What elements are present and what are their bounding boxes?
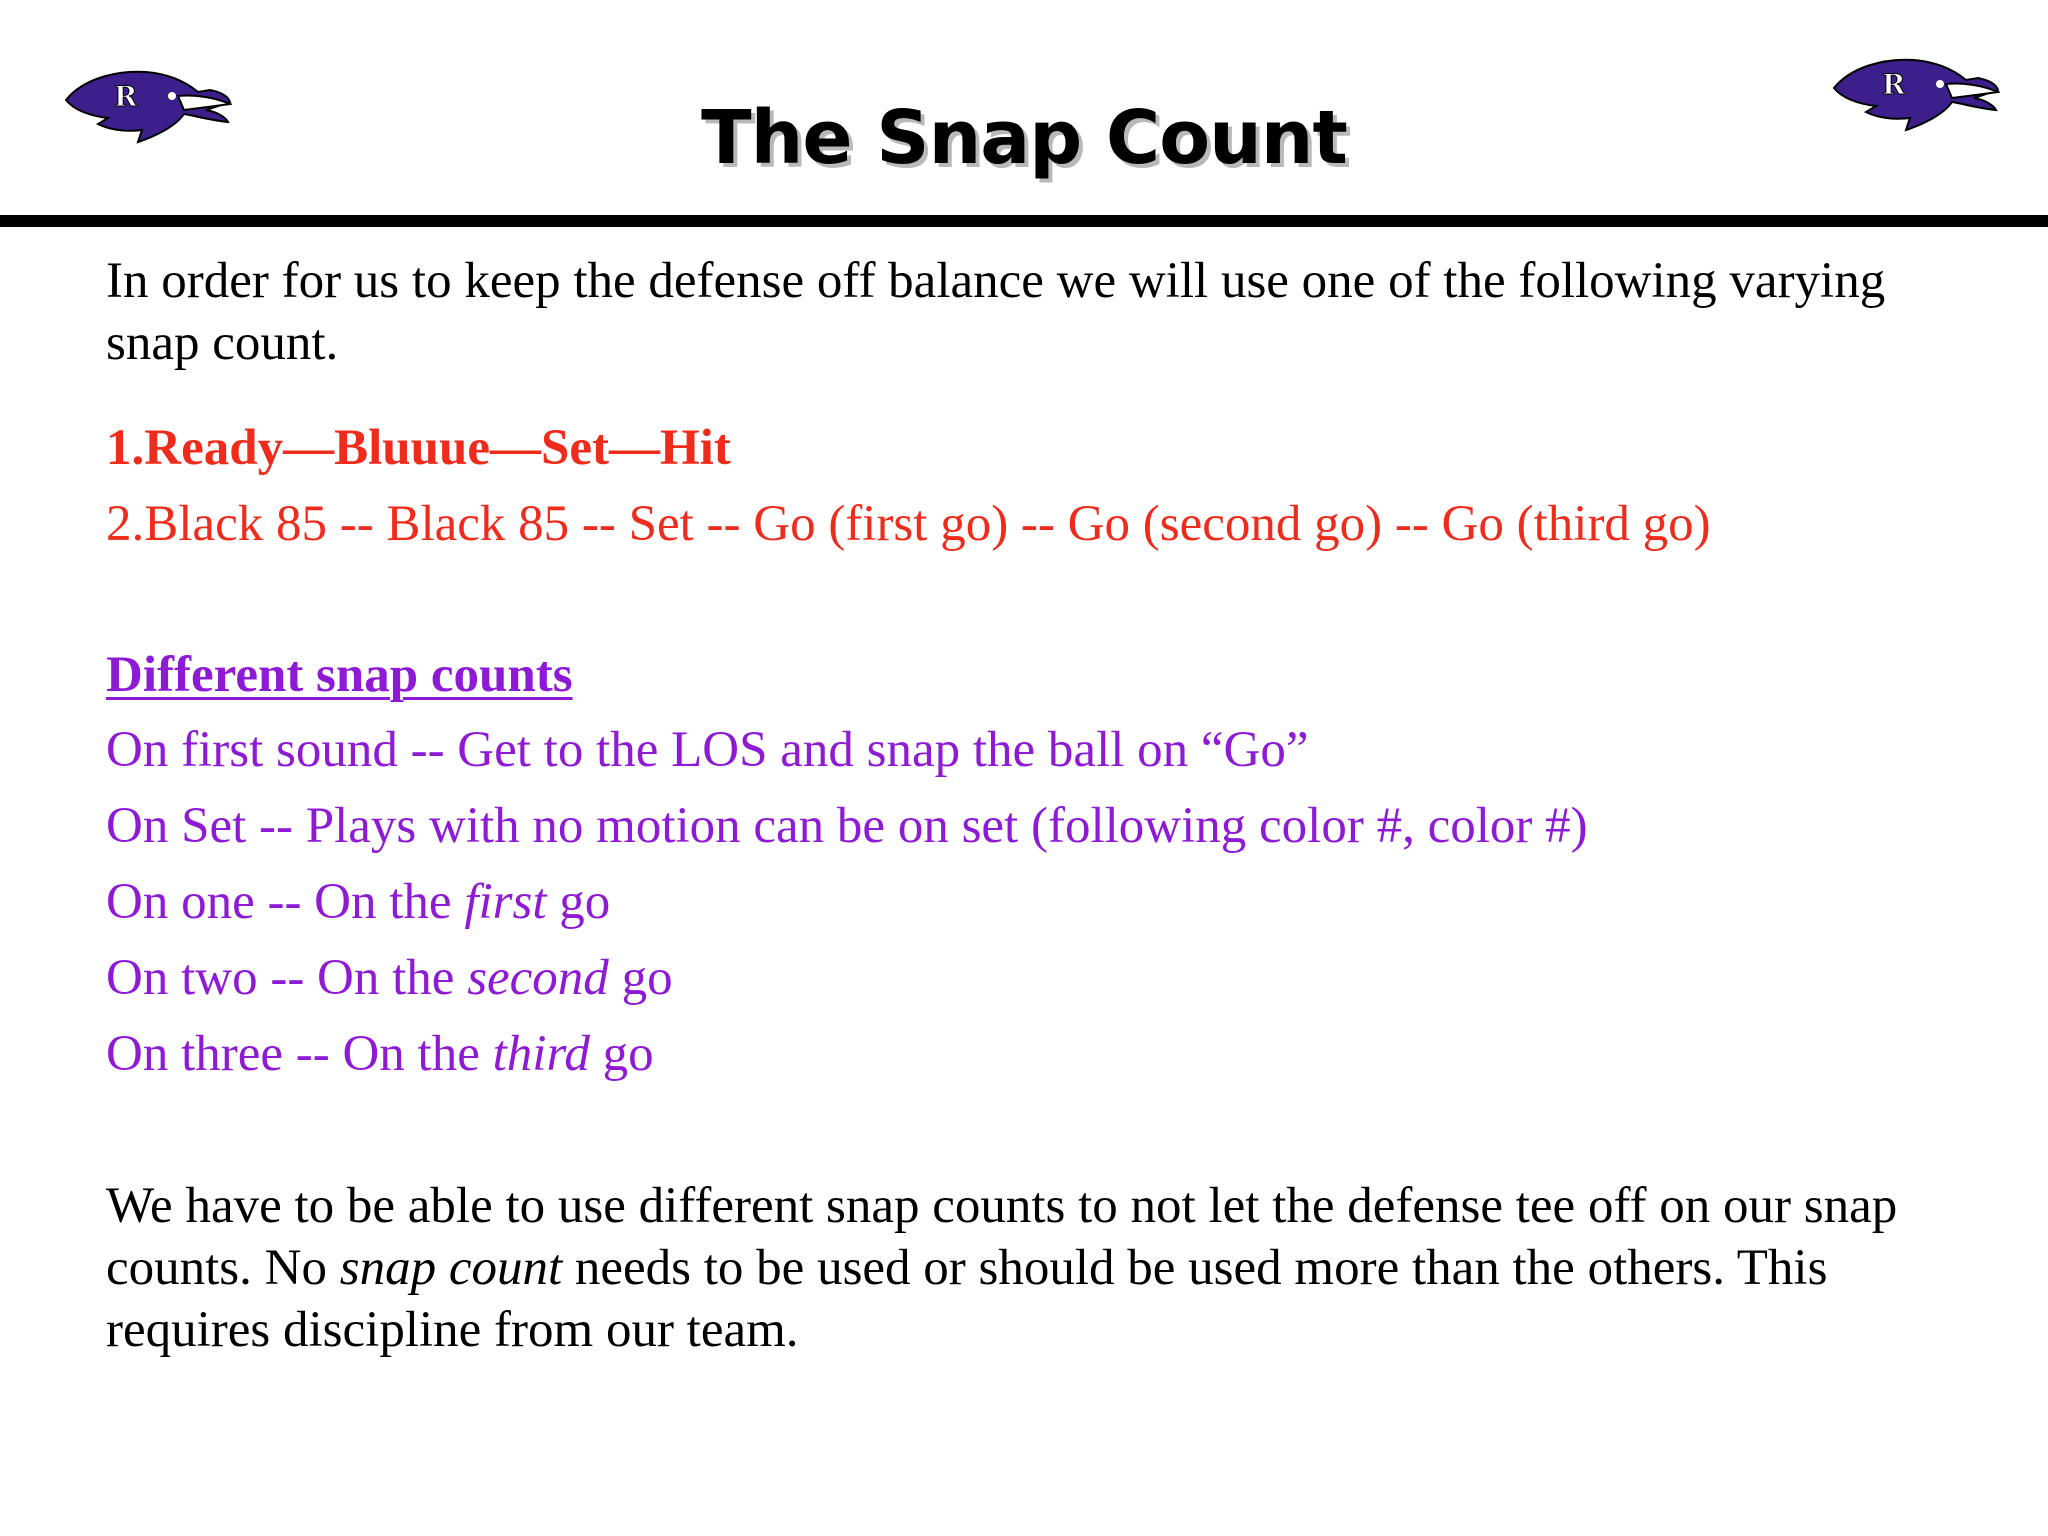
logo-letter: R	[1882, 68, 1906, 101]
variant-text: On two -- On the	[106, 950, 468, 1006]
different-snap-counts-heading: Different snap counts	[106, 647, 573, 703]
variant-emphasis: second	[467, 950, 609, 1006]
closing-paragraph	[106, 1175, 1986, 1361]
variant-first-sound: On first sound -- Get to the LOS and snap the ball on “Go”	[106, 722, 1309, 778]
variant-text: go	[608, 950, 673, 1006]
slide-title: The Snap Count	[701, 95, 1347, 181]
logo-letter: R	[114, 80, 138, 113]
variant-on-two	[106, 946, 1986, 1010]
snap-count-1: 1.Ready—Bluuue—Set—Hit	[106, 420, 731, 476]
variant-on-set: On Set -- Plays with no motion can be on set (following color #, color #)	[106, 798, 1588, 854]
variant-text: On one -- On the	[106, 874, 465, 930]
variant-text: On three -- On the	[106, 1026, 493, 1082]
variant-text: go	[589, 1026, 654, 1082]
intro-paragraph: In order for us to keep the defense off balance we will use one of the following varying snap count.	[106, 253, 1886, 371]
closing-text: needs to be used or should be used more than the others. This requires discipline from our team.	[106, 1240, 1828, 1358]
variant-text: go	[546, 874, 611, 930]
closing-text: We have to be able to use different snap counts to not let the defense tee off on our snap counts. No	[106, 1178, 1898, 1296]
title-divider	[0, 215, 2048, 227]
variant-emphasis: third	[492, 1026, 590, 1082]
closing-emphasis: snap count	[339, 1240, 563, 1296]
variant-on-three	[106, 1022, 1986, 1086]
snap-count-2: 2.Black 85 -- Black 85 -- Set -- Go (first go) -- Go (second go) -- Go (third go)	[106, 496, 1711, 552]
variant-emphasis: first	[464, 874, 547, 930]
variant-on-one	[106, 870, 1986, 934]
